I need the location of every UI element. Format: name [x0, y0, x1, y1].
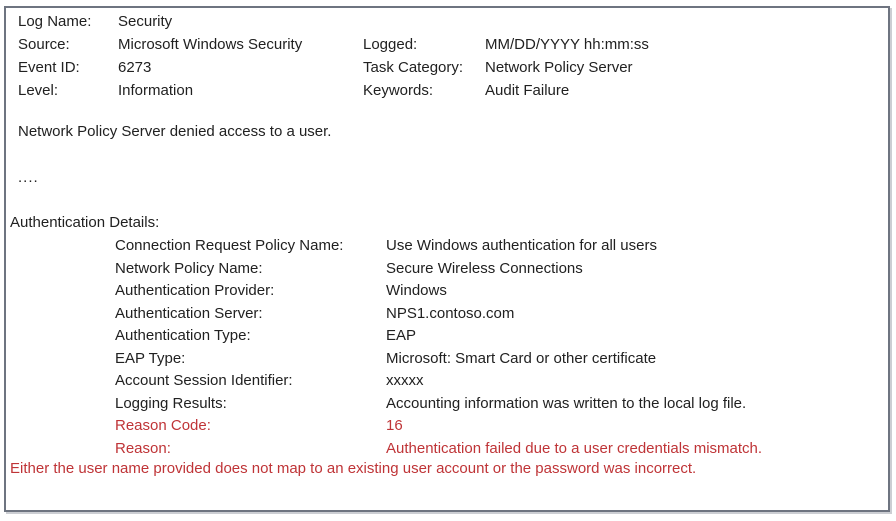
field-label-log-name: Log Name: — [18, 13, 92, 30]
detail-label: Logging Results: — [115, 394, 227, 412]
detail-row-reason — [115, 438, 886, 461]
detail-value: Windows — [386, 282, 447, 299]
detail-label: Account Session Identifier: — [115, 372, 293, 389]
detail-value: Microsoft: Smart Card or other certificate — [386, 349, 657, 367]
field-label-task-category: Task Category: — [363, 59, 464, 76]
omitted-content-ellipsis: .... — [18, 169, 39, 186]
field-label-logged: Logged: — [363, 36, 418, 53]
detail-label: Reason: — [115, 439, 171, 457]
detail-value: EAP — [386, 327, 417, 344]
field-value-level: Information — [118, 82, 194, 99]
detail-value: 16 — [386, 417, 403, 434]
detail-value: NPS1.contoso.com — [386, 304, 515, 322]
field-value-keywords: Audit Failure — [485, 82, 570, 99]
header-row — [18, 79, 884, 102]
detail-row — [115, 370, 886, 393]
event-details-panel — [4, 6, 890, 512]
field-value-logged: MM/DD/YYYY hh:mm:ss — [485, 36, 649, 53]
detail-label: Authentication Type: — [115, 327, 251, 344]
authentication-details-heading: Authentication Details: — [10, 214, 160, 231]
detail-value: Accounting information was written to the local log file. — [386, 394, 747, 412]
field-label-source: Source: — [18, 36, 70, 53]
detail-label: Reason Code: — [115, 417, 211, 434]
field-label-event-id: Event ID: — [18, 59, 80, 76]
field-label-keywords: Keywords: — [363, 82, 434, 99]
authentication-details-list — [6, 235, 886, 460]
detail-row — [115, 303, 886, 326]
detail-label: EAP Type: — [115, 349, 186, 367]
field-value-empty — [485, 10, 884, 33]
header-row — [18, 33, 884, 56]
detail-label: Network Policy Name: — [115, 259, 263, 277]
header-row — [18, 10, 884, 33]
detail-row-reason-code — [115, 415, 886, 438]
detail-value: Authentication failed due to a user credentials mismatch. — [386, 439, 763, 457]
detail-value: Use Windows authentication for all users — [386, 237, 657, 254]
detail-row — [115, 280, 886, 303]
detail-label: Authentication Provider: — [115, 282, 275, 299]
reason-continuation-text: Either the user name provided does not map to an existing user account or the password was incorrect. — [10, 460, 697, 477]
detail-label: Authentication Server: — [115, 304, 263, 322]
event-header — [18, 10, 884, 102]
event-description: Network Policy Server denied access to a user. — [18, 123, 332, 140]
header-row — [18, 56, 884, 79]
detail-row — [115, 325, 886, 348]
detail-value: Secure Wireless Connections — [386, 259, 583, 277]
detail-row — [115, 235, 886, 258]
detail-value: xxxxx — [386, 372, 424, 389]
detail-row — [115, 258, 886, 281]
detail-row — [115, 348, 886, 371]
field-value-source: Microsoft Windows Security — [118, 36, 303, 53]
field-value-log-name: Security — [118, 13, 173, 30]
field-label-level: Level: — [18, 82, 59, 99]
field-label-empty — [363, 10, 485, 33]
detail-label: Connection Request Policy Name: — [115, 237, 344, 254]
field-value-event-id: 6273 — [118, 59, 152, 76]
detail-row — [115, 393, 886, 416]
field-value-task-category: Network Policy Server — [485, 59, 633, 76]
